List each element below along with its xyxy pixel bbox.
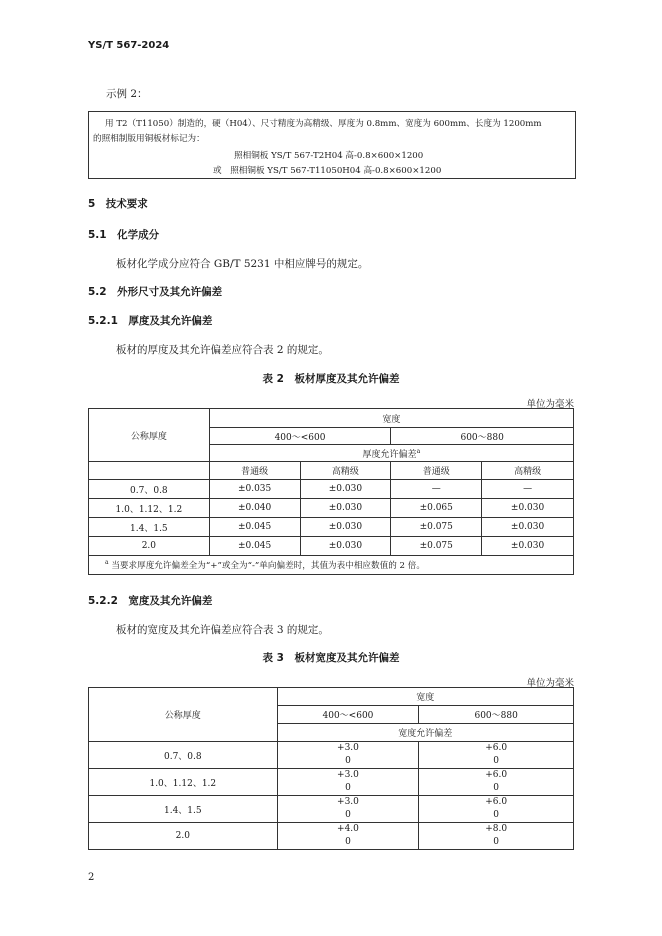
table-2-blank-cell xyxy=(89,462,210,480)
table-3-value: +3.0 0 xyxy=(277,742,419,769)
table-row xyxy=(89,796,574,823)
table-3-tolerance-label: 宽度允许偏差 xyxy=(277,724,573,742)
table-3-thickness: 2.0 xyxy=(89,823,278,850)
table-2-value: ±0.040 xyxy=(209,499,300,518)
table-2-title: 表 2 板材厚度及其允许偏差 xyxy=(262,373,400,385)
table-3 xyxy=(88,687,574,850)
table-2-unit: 单位为毫米 xyxy=(526,399,574,410)
table-3-title: 表 3 板材宽度及其允许偏差 xyxy=(262,652,400,664)
example-line-3: 照相铜板 YS/T 567-T2H04 高-0.8×600×1200 xyxy=(234,151,424,161)
table-2-header-nominal: 公称厚度 xyxy=(89,409,210,462)
table-2-thickness: 2.0 xyxy=(89,537,210,556)
table-2-width-range-1: 400～<600 xyxy=(209,428,391,445)
table-row xyxy=(89,518,574,537)
section-5-2-heading: 5.2 外形尺寸及其允许偏差 xyxy=(88,286,223,298)
table-3-thickness: 0.7、0.8 xyxy=(89,742,278,769)
example-line-1: 用 T2（T11050）制造的，硬（H04）、尺寸精度为高精级、厚度为 0.8mm、宽度为 600mm、长度为 1200mm xyxy=(105,119,542,129)
table-2-value: — xyxy=(391,480,482,499)
table-2-footnote-mark: a xyxy=(105,559,109,567)
table-3-header-width: 宽度 xyxy=(277,688,573,706)
table-3-value: +6.0 0 xyxy=(419,769,574,796)
table-3-thickness: 1.0、1.12、1.2 xyxy=(89,769,278,796)
section-5-1-heading: 5.1 化学成分 xyxy=(88,229,160,241)
table-2-value: ±0.030 xyxy=(482,518,574,537)
table-2-value: ±0.030 xyxy=(300,480,391,499)
table-2-value: ±0.030 xyxy=(300,499,391,518)
section-5-2-2-text: 板材的宽度及其允许偏差应符合表 3 的规定。 xyxy=(116,624,329,636)
table-3-value: +8.0 0 xyxy=(419,823,574,850)
table-3-value: +4.0 0 xyxy=(277,823,419,850)
table-row xyxy=(89,480,574,499)
section-5-heading: 5 技术要求 xyxy=(88,198,148,210)
table-3-width-range-1: 400～<600 xyxy=(277,706,419,724)
section-5-2-1-text: 板材的厚度及其允许偏差应符合表 2 的规定。 xyxy=(116,344,329,356)
table-2-thickness: 0.7、0.8 xyxy=(89,480,210,499)
table-row xyxy=(89,499,574,518)
example-line-2: 的照相制版用铜板材标记为： xyxy=(93,134,205,144)
example-label: 示例 2： xyxy=(106,88,148,100)
table-2-header-width: 宽度 xyxy=(209,409,573,428)
table-2-value: ±0.065 xyxy=(391,499,482,518)
table-2-thickness: 1.4、1.5 xyxy=(89,518,210,537)
table-2-value: ±0.075 xyxy=(391,537,482,556)
standard-number: YS/T 567-2024 xyxy=(88,40,170,51)
table-2-value: ±0.030 xyxy=(300,537,391,556)
example-line-4: 或 照相铜板 YS/T 567-T11050H04 高-0.8×600×1200 xyxy=(213,166,442,176)
table-2-grade: 普通级 xyxy=(391,462,482,480)
table-2-value: ±0.045 xyxy=(209,537,300,556)
table-2-value: ±0.035 xyxy=(209,480,300,499)
example-box xyxy=(88,111,576,179)
page-number: 2 xyxy=(88,872,95,883)
table-2-tolerance-label: 厚度允许偏差$^a$ xyxy=(209,445,573,462)
table-2-width-range-2: 600～880 xyxy=(391,428,574,445)
section-5-1-text: 板材化学成分应符合 GB/T 5231 中相应牌号的规定。 xyxy=(116,258,369,270)
section-5-2-2-heading: 5.2.2 宽度及其允许偏差 xyxy=(88,595,213,607)
table-3-value: +6.0 0 xyxy=(419,742,574,769)
table-2-footnote: $^a$ 当要求厚度允许偏差全为“+”或全为“-”单向偏差时，其值为表中相应数值的 2 倍。 xyxy=(89,556,574,575)
table-row xyxy=(89,823,574,850)
table-3-unit: 单位为毫米 xyxy=(526,678,574,689)
table-row xyxy=(89,537,574,556)
table-2-grade: 高精级 xyxy=(300,462,391,480)
table-row xyxy=(89,742,574,769)
table-2-value: ±0.030 xyxy=(482,499,574,518)
table-3-value: +6.0 0 xyxy=(419,796,574,823)
table-3-width-range-2: 600～880 xyxy=(419,706,574,724)
table-3-thickness: 1.4、1.5 xyxy=(89,796,278,823)
table-2-value: ±0.030 xyxy=(300,518,391,537)
table-3-header-nominal: 公称厚度 xyxy=(89,688,278,742)
table-2-grade: 普通级 xyxy=(209,462,300,480)
table-2-value: ±0.045 xyxy=(209,518,300,537)
section-5-2-1-heading: 5.2.1 厚度及其允许偏差 xyxy=(88,315,213,327)
table-2-value: ±0.030 xyxy=(482,537,574,556)
table-2-value: ±0.075 xyxy=(391,518,482,537)
table-2-grade: 高精级 xyxy=(482,462,574,480)
table-2-thickness: 1.0、1.12、1.2 xyxy=(89,499,210,518)
table-2 xyxy=(88,408,574,575)
table-3-value: +3.0 0 xyxy=(277,769,419,796)
table-3-value: +3.0 0 xyxy=(277,796,419,823)
table-2-footnote-ref: a xyxy=(416,447,421,455)
table-row xyxy=(89,769,574,796)
table-2-value: — xyxy=(482,480,574,499)
